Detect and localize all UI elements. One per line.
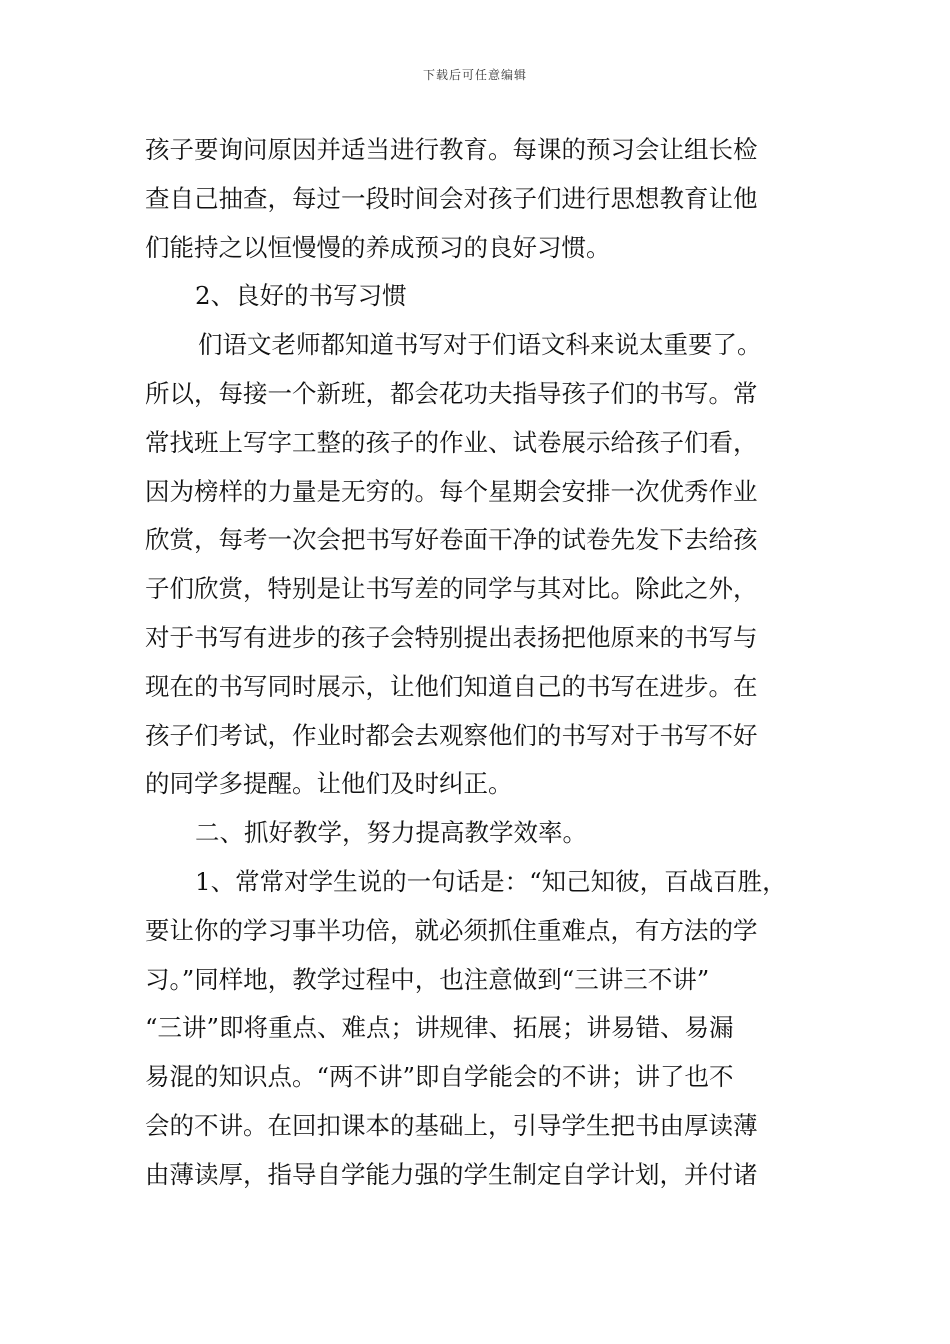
text-line: 所以，每接一个新班，都会花功夫指导孩子们的书写。常 bbox=[145, 378, 758, 408]
text-line: 查自己抽查，每过一段时间会对孩子们进行思想教育让他 bbox=[145, 183, 758, 213]
text-line: 习。”同样地，教学过程中，也注意做到“三讲三不讲” bbox=[145, 964, 710, 994]
section-heading: 2、良好的书写习惯 bbox=[195, 281, 407, 311]
text-line: 对于书写有进步的孩子会特别提出表扬把他原来的书写与 bbox=[145, 622, 758, 652]
text-line: 因为榜样的力量是无穷的。每个星期会安排一次优秀作业 bbox=[145, 476, 758, 506]
paragraph-start: 们语文老师都知道书写对于们语文科来说太重要了。 bbox=[198, 330, 762, 360]
text-line: 会的不讲。在回扣课本的基础上，引导学生把书由厚读薄 bbox=[145, 1110, 758, 1140]
text-line: 孩子们考试，作业时都会去观察他们的书写对于书写不好 bbox=[145, 720, 758, 750]
page-header: 下载后可任意编辑 bbox=[422, 68, 527, 82]
text-line: 由薄读厚，指导自学能力强的学生制定自学计划，并付诸 bbox=[145, 1159, 758, 1189]
text-line: 要让你的学习事半功倍，就必须抓住重难点，有方法的学 bbox=[145, 915, 758, 945]
text-line: 子们欣赏，特别是让书写差的同学与其对比。除此之外， bbox=[145, 574, 758, 604]
text-line: 的同学多提醒。让他们及时纠正。 bbox=[145, 769, 513, 799]
text-line: 欣赏，每考一次会把书写好卷面干净的试卷先发下去给孩 bbox=[145, 525, 758, 555]
text-line: 现在的书写同时展示，让他们知道自己的书写在进步。在 bbox=[145, 671, 758, 701]
text-line: 易混的知识点。“两不讲”即自学能会的不讲；讲了也不 bbox=[145, 1062, 734, 1092]
document-body bbox=[145, 126, 825, 1200]
section-heading: 二、抓好教学，努力提高教学效率。 bbox=[195, 818, 587, 848]
paragraph-start: 1、常常对学生说的一句话是：“知己知彼，百战百胜， bbox=[195, 866, 787, 896]
text-line: 孩子要询问原因并适当进行教育。每课的预习会让组长检 bbox=[145, 135, 758, 164]
text-line: 们能持之以恒慢慢的养成预习的良好习惯。 bbox=[145, 232, 611, 262]
text-line: 常找班上写字工整的孩子的作业、试卷展示给孩子们看， bbox=[145, 427, 758, 457]
text-line: “三讲”即将重点、难点；讲规律、拓展；讲易错、易漏 bbox=[145, 1013, 734, 1043]
